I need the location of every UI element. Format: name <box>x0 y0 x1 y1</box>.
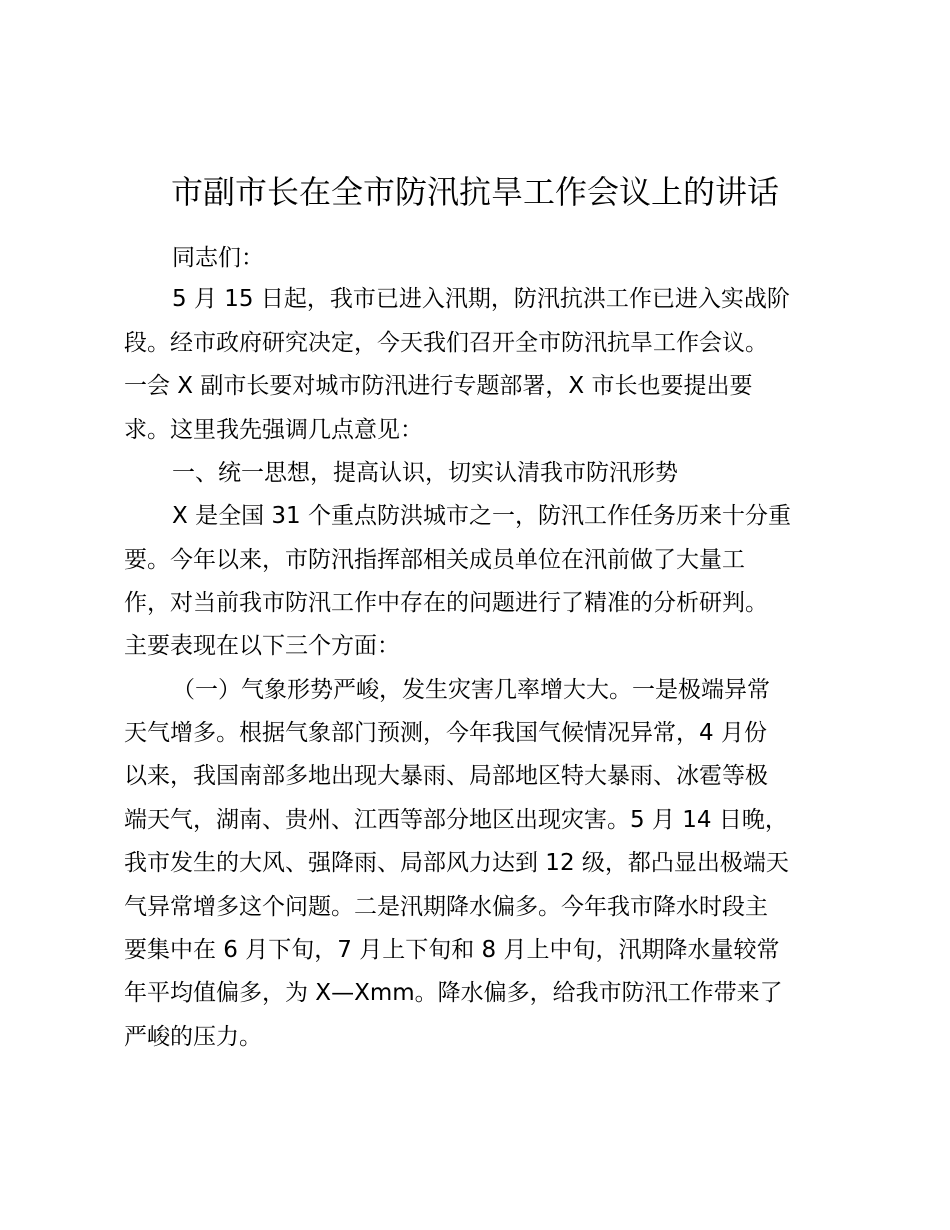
paragraph-line: 求。这里我先强调几点意见： <box>124 417 423 443</box>
paragraph-line: 气异常增多这个问题。二是汛期降水偏多。今年我市降水时段主 <box>124 894 768 920</box>
paragraph-line: 要集中在 6 月下旬，7 月上下旬和 8 月上中旬，汛期降水量较常 <box>124 937 780 963</box>
paragraph-line: 天气增多。根据气象部门预测，今年我国气候情况异常，4 月份 <box>124 720 767 746</box>
paragraph-line: 要。今年以来，市防汛指挥部相关成员单位在汛前做了大量工 <box>124 547 745 573</box>
paragraph-line: X 是全国 31 个重点防洪城市之一，防汛工作任务历来十分重 <box>172 503 791 529</box>
paragraph-line: 以来，我国南部多地出现大暴雨、局部地区特大暴雨、冰雹等极 <box>124 763 768 789</box>
paragraph-line: 主要表现在以下三个方面： <box>124 633 400 659</box>
section-heading: 一、统一思想，提高认识，切实认清我市防汛形势 <box>172 460 678 486</box>
paragraph-line: 端天气，湖南、贵州、江西等部分地区出现灾害。5 月 14 日晚， <box>124 807 788 833</box>
document-title: 市副市长在全市防汛抗旱工作会议上的讲话 <box>170 173 779 211</box>
paragraph-line: 年平均值偏多，为 X—Xmm。降水偏多，给我市防汛工作带来了 <box>124 980 783 1006</box>
paragraph-line: 严峻的压力。 <box>124 1024 262 1050</box>
paragraph-line: （一）气象形势严峻，发生灾害几率增大大。一是极端异常 <box>172 677 770 703</box>
salutation: 同志们： <box>172 245 264 271</box>
paragraph-line: 段。经市政府研究决定，今天我们召开全市防汛抗旱工作会议。 <box>124 330 768 356</box>
paragraph-line: 5 月 15 日起，我市已进入汛期，防汛抗洪工作已进入实战阶 <box>172 286 790 312</box>
paragraph-line: 我市发生的大风、强降雨、局部风力达到 12 级，都凸显出极端天 <box>124 850 789 876</box>
paragraph-line: 作，对当前我市防汛工作中存在的问题进行了精准的分析研判。 <box>124 590 768 616</box>
paragraph-line: 一会 X 副市长要对城市防汛进行专题部署，X 市长也要提出要 <box>124 373 753 399</box>
